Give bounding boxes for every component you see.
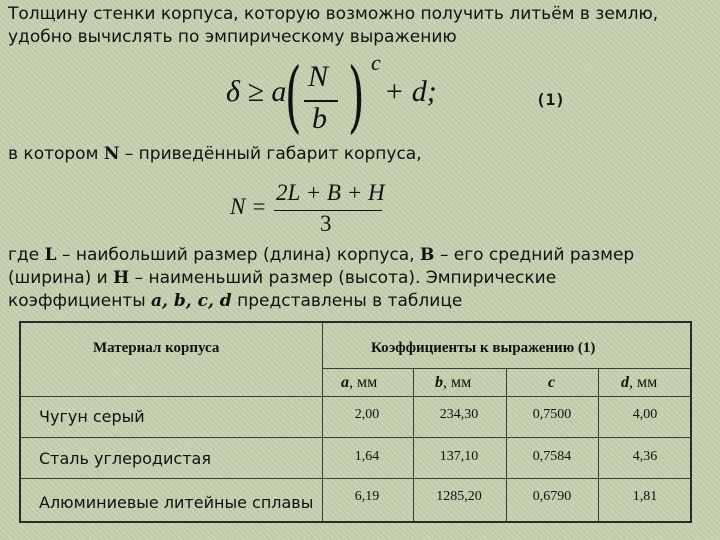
formula2-denominator: 3 — [320, 211, 332, 236]
explanation-text-4: (ширина) и — [8, 268, 114, 288]
table-divider-material — [322, 323, 323, 521]
symbol-b: B — [420, 245, 435, 265]
column-header-c: c — [548, 374, 556, 391]
symbol-h: H — [113, 268, 130, 288]
cell-value: 1,64 — [354, 449, 380, 464]
formula1-rest: + d; — [384, 75, 437, 108]
coefficient-symbols: a, b, c, d — [151, 291, 232, 311]
cell-value: 1285,20 — [436, 489, 482, 504]
cell-value: 4,00 — [632, 407, 658, 422]
row-material-carbon-steel: Сталь углеродистая — [39, 449, 211, 468]
formula-reduced-size — [230, 178, 400, 240]
where-n-symbol: N — [103, 144, 120, 164]
explanation-text-2: – наибольший размер (длина) корпуса, — [56, 245, 421, 265]
cell-value: 0,6790 — [532, 489, 572, 504]
intro-line-1: Толщину стенки корпуса, которую возможно получить литьём в землю, — [8, 4, 659, 24]
column-header-a: a, мм — [341, 374, 378, 391]
symbol-l: L — [44, 245, 57, 265]
formula-wall-thickness — [226, 50, 437, 142]
explanation-paragraph — [8, 244, 708, 313]
row-material-aluminium: Алюминиевые литейные сплавы — [39, 493, 314, 512]
explanation-text-7: представлены в таблице — [231, 291, 463, 311]
cell-value: 2,00 — [354, 407, 380, 422]
table-divider-subheader — [21, 396, 692, 397]
explanation-text-1: где — [8, 245, 45, 265]
where-n-suffix: – приведённый габарит корпуса, — [119, 144, 422, 164]
table-divider-row-1 — [21, 437, 692, 438]
where-n-prefix: в котором — [8, 144, 104, 164]
formula1-denominator: b — [312, 102, 327, 135]
formula1-exponent: c — [371, 50, 381, 75]
coefficients-table — [19, 321, 692, 523]
table-divider-col-c — [598, 368, 599, 521]
formula2-numerator: 2L + B + H — [276, 180, 385, 205]
table-divider-col-a — [413, 368, 414, 521]
column-header-d: d, мм — [621, 374, 658, 391]
explanation-text-5: – наименьший размер (высота). Эмпирические — [129, 268, 557, 288]
material-header: Материал корпуса — [93, 340, 220, 356]
table-divider-col-b — [506, 368, 507, 521]
intro-line-2: удобно вычислять по эмпирическому выражению — [8, 27, 457, 47]
formula2-lhs: N = — [230, 194, 267, 219]
formula1-right-paren: ) — [347, 52, 365, 142]
where-n-paragraph — [8, 143, 708, 166]
cell-value: 0,7584 — [532, 449, 572, 464]
cell-value: 0,7500 — [532, 407, 572, 422]
explanation-text-3: – его средний размер — [434, 245, 635, 265]
cell-value: 6,19 — [354, 489, 380, 504]
formula1-lhs: δ ≥ a — [226, 75, 287, 108]
intro-paragraph — [8, 3, 708, 49]
coefficients-header: Коэффициенты к выражению (1) — [371, 340, 596, 356]
cell-value: 234,30 — [439, 407, 479, 422]
table-divider-row-2 — [21, 478, 692, 479]
formula1-left-paren: ( — [284, 52, 302, 142]
formula1-numerator: N — [308, 60, 329, 93]
row-material-cast-iron: Чугун серый — [39, 407, 145, 426]
cell-value: 4,36 — [632, 449, 658, 464]
explanation-text-6: коэффициенты — [8, 291, 152, 311]
cell-value: 1,81 — [632, 489, 658, 504]
table-divider-header — [322, 368, 692, 369]
equation-number: (1) — [536, 90, 565, 109]
cell-value: 137,10 — [439, 449, 479, 464]
column-header-b: b, мм — [435, 374, 472, 391]
